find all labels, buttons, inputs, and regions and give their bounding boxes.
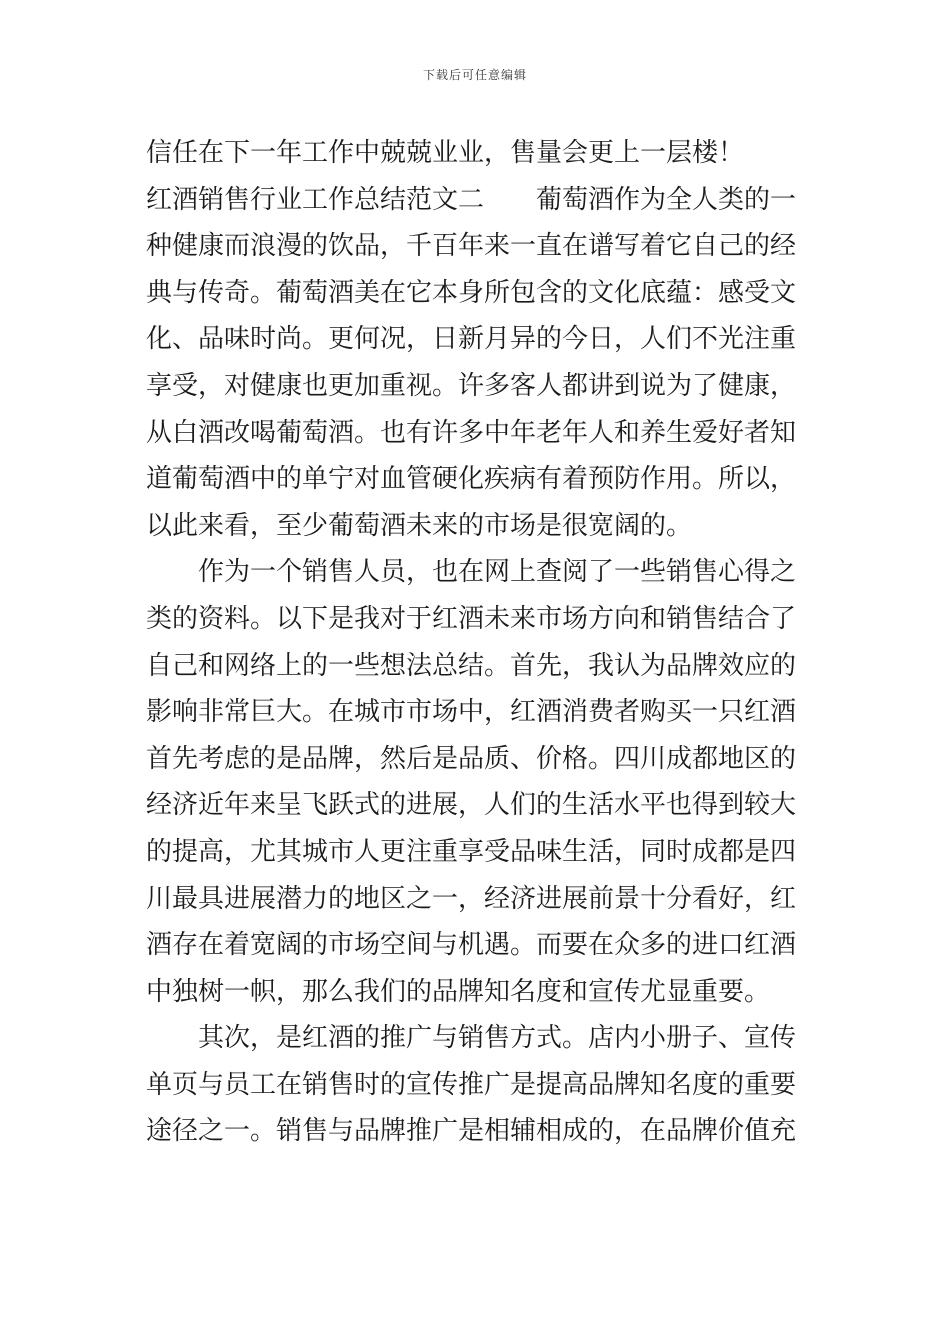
text-line: 典与传奇。葡萄酒美在它本身所包含的文化底蕴：感受文: [146, 277, 797, 308]
text-line: 类的资料。以下是我对于红酒未来市场方向和销售结合了: [146, 603, 797, 634]
text-line: 途径之一。销售与品牌推广是相辅相成的，在品牌价值充: [146, 1116, 797, 1147]
text-line: 化、品味时尚。更何况，日新月异的今日，人们不光注重: [146, 324, 797, 355]
text-line: 享受，对健康也更加重视。许多客人都讲到说为了健康，: [146, 370, 797, 401]
paragraph-start: 葡萄酒作为全人类的一: [536, 184, 797, 215]
text-line: 中独树一帜，那么我们的品牌知名度和宣传尤显重要。: [146, 976, 771, 1007]
section-title: 红酒销售行业工作总结范文二: [146, 184, 485, 215]
text-line: 影响非常巨大。在城市市场中，红酒消费者购买一只红酒: [146, 697, 797, 728]
body-text: [146, 130, 810, 1155]
text-line-indented: 作为一个销售人员，也在网上查阅了一些销售心得之: [198, 557, 797, 588]
header-note: 下载后可任意编辑: [422, 68, 527, 82]
text-line: 道葡萄酒中的单宁对血管硬化疾病有着预防作用。所以，: [146, 464, 797, 495]
text-line: 川最具进展潜力的地区之一，经济进展前景十分看好，红: [146, 883, 797, 914]
text-line: 信任在下一年工作中兢兢业业，售量会更上一层楼！: [146, 138, 745, 168]
text-line: 的提高，尤其城市人更注重享受品味生活，同时成都是四: [146, 836, 797, 867]
text-line: 自己和网络上的一些想法总结。首先，我认为品牌效应的: [146, 650, 797, 681]
text-line: 从白酒改喝葡萄酒。也有许多中年老年人和养生爱好者知: [146, 417, 797, 448]
text-line-with-title: [146, 177, 810, 224]
text-line: 种健康而浪漫的饮品，千百年来一直在谱写着它自己的经: [146, 231, 797, 262]
text-line: 酒存在着宽阔的市场空间与机遇。而要在众多的进口红酒: [146, 930, 797, 961]
text-line: 首先考虑的是品牌，然后是品质、价格。四川成都地区的: [146, 743, 797, 774]
text-line: 以此来看，至少葡萄酒未来的市场是很宽阔的。: [146, 510, 693, 541]
text-line: 单页与员工在销售时的宣传推广是提高品牌知名度的重要: [146, 1069, 797, 1100]
text-line-indented: 其次，是红酒的推广与销售方式。店内小册子、宣传: [198, 1023, 797, 1054]
text-line: 经济近年来呈飞跃式的进展，人们的生活水平也得到较大: [146, 790, 797, 821]
